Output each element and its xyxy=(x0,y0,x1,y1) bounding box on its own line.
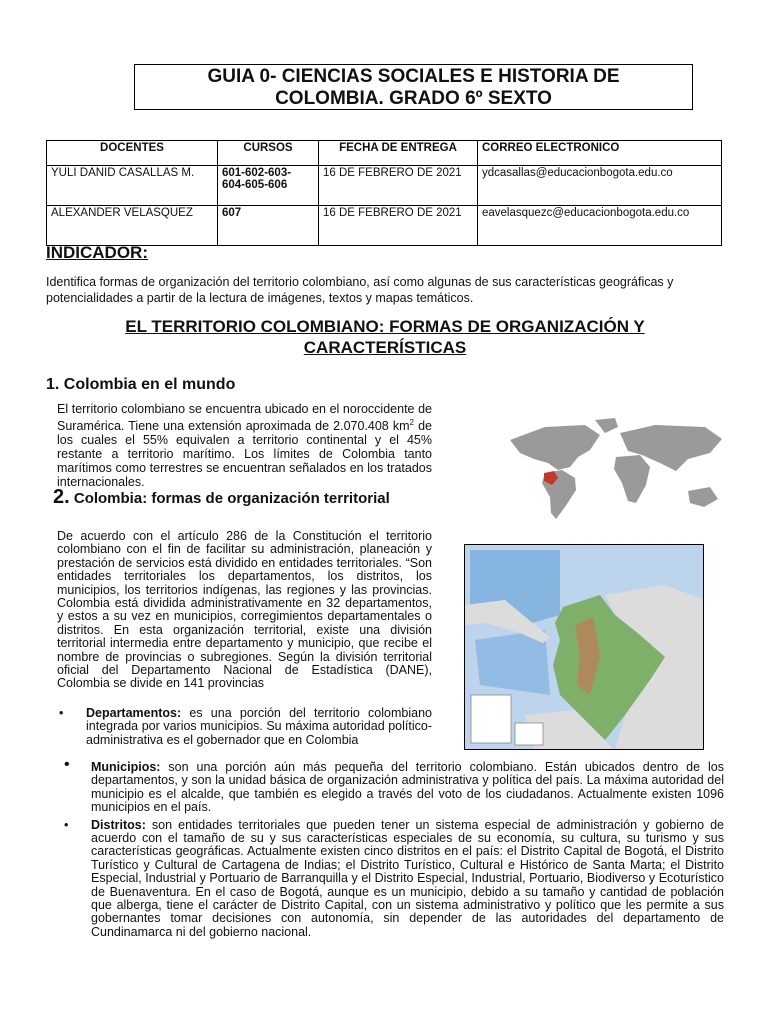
main-heading-line-2: CARACTERÍSTICAS xyxy=(303,338,467,357)
map-legend-box xyxy=(471,695,511,743)
section-1-text-a: El territorio colombiano se encuentra ubicado en el noroccidente de Suramérica. Tiene una extensión aproximada de 2.070.408 km xyxy=(57,402,432,434)
bullet-term: Departamentos: xyxy=(86,707,182,720)
section-1-heading: 1. Colombia en el mundo xyxy=(46,376,236,393)
header-correo: CORREO ELECTRONICO xyxy=(478,141,722,166)
greenland-shape xyxy=(595,418,618,433)
cell-correo: eavelasquezc@educacionbogota.edu.co xyxy=(478,206,722,246)
bullet-icon: • xyxy=(64,817,69,832)
title-line-2: COLOMBIA. GRADO 6º SEXTO xyxy=(275,88,552,109)
list-item xyxy=(62,819,724,940)
section-2-title: Colombia: formas de organización territorial xyxy=(73,490,390,507)
header-fecha: FECHA DE ENTREGA xyxy=(319,141,478,166)
bullet-text: son entidades territoriales que pueden tener un sistema especial de administración y gobierno de acuerdo con el tamaño de su y sus características especiales de su economía, su cultura, su turismo y sus características geográficas. Actualmente existen cinco distritos en el país: el Distrito Capital de Bogotá, el Distrito Turístico y Cultural de Cartagena de Indias; el Distrito Turístico, Cultural e Histórico de Santa Marta; el Distrito Especial, Industrial y Portuario de Barranquilla y el Distrito Especial, Industrial, Portuario, Biodiverso y Ecoturístico de Buenaventura. En el caso de Bogotá, aunque es un municipio, debido a su tamaño y cantidad de población que alberga, tiene el carácter de Distrito Capital, con un sistema administrativo y político que les permite a sus gobernantes tomar decisiones con autonomía, sin depender de las autoridades del departamento de Cundinamarca ni del gobierno nacional. xyxy=(91,817,724,939)
indicador-text: Identifica formas de organización del territorio colombiano, así como algunas de sus características geográficas y potencialidades a partir de la lectura de imágenes, textos y mapas temáticos. xyxy=(46,275,674,305)
cell-cursos: 607 xyxy=(218,206,319,246)
main-heading-line-1: EL TERRITORIO COLOMBIANO: FORMAS DE ORGANIZACIÓN Y xyxy=(125,317,645,336)
africa-shape xyxy=(614,455,650,503)
cell-fecha: 16 DE FEBRERO DE 2021 xyxy=(319,166,478,206)
teachers-table xyxy=(46,140,722,246)
cell-cursos: 601-602-603-604-605-606 xyxy=(218,166,319,206)
document-title xyxy=(134,64,693,110)
table-row xyxy=(47,166,722,206)
main-heading xyxy=(60,316,710,358)
cell-docente: ALEXANDER VELASQUEZ xyxy=(47,206,218,246)
bullet-term: Municipios: xyxy=(91,760,161,774)
section-1-text-b: de los cuales el 55% equivalen a territorio continental y el 45% restante a territorio marítimo. Los límites de Colombia tanto marítimos como terrestres se encuentran señalados en los tratados internacionales. xyxy=(57,419,432,490)
lower-bullets xyxy=(62,756,724,943)
bullet-term: Distritos: xyxy=(91,817,146,832)
cell-correo: ydcasallas@educacionbogota.edu.co xyxy=(478,166,722,206)
world-map-image xyxy=(490,415,730,525)
departamentos-bullet xyxy=(57,707,432,748)
section-2-number: 2. xyxy=(53,486,70,508)
section-1-paragraph xyxy=(57,402,432,489)
cell-docente: YULI DANID CASALLAS M. xyxy=(47,166,218,206)
list-item xyxy=(62,756,724,815)
inset-map-box xyxy=(515,723,543,745)
bullet-icon: • xyxy=(64,756,70,773)
australia-shape xyxy=(688,487,718,507)
bullet-text: es una porción del territorio colombiano integrada por varios municipios. Su máxima autoridad político-administrativa es el gobernador que en Colombia xyxy=(86,707,432,747)
colombia-map-image xyxy=(464,544,704,750)
indicador-heading: INDICADOR: xyxy=(46,243,148,262)
north-america-shape xyxy=(510,425,600,470)
section-2-paragraph: De acuerdo con el artículo 286 de la Constitución el territorio colombiano con el fin de facilitar su administración, planeación y prestación de servicios está dividido en entidades territoriales. “Son entidades territoriales los departamentos, los distritos, los municipios, los territorios indígenas, las regiones y las provincias. Colombia está dividida administrativamente en 32 departamentos, y estos a su vez en municipios, corregimientos departamentales o distritos. En esta organización territorial, existe una división territorial intermedia entre departamento y municipio, que recibe el nombre de provincias o subregiones. Según la división territorial oficial del Departamento Nacional de Estadística (DANE), Colombia se divide en 141 provincias xyxy=(57,529,432,691)
list-item xyxy=(57,707,432,747)
cell-fecha: 16 DE FEBRERO DE 2021 xyxy=(319,206,478,246)
superscript: 2 xyxy=(409,418,414,427)
table-row xyxy=(47,206,722,246)
table-header-row xyxy=(47,141,722,166)
title-line-1: GUIA 0- CIENCIAS SOCIALES E HISTORIA DE xyxy=(207,66,620,87)
header-cursos: CURSOS xyxy=(218,141,319,166)
bullet-text: son una porción aún más pequeña del territorio colombiano. Están ubicados dentro de los departamentos, y son la unidad básica de organización administrativa y política del país. La máxima autoridad del municipio es el alcalde, que también es elegido a través del voto de los ciudadanos. Actualmente existen 1096 municipios en el país. xyxy=(91,760,724,815)
header-docentes: DOCENTES xyxy=(47,141,218,166)
bullet-icon: • xyxy=(59,707,64,720)
section-2-heading xyxy=(53,488,433,508)
